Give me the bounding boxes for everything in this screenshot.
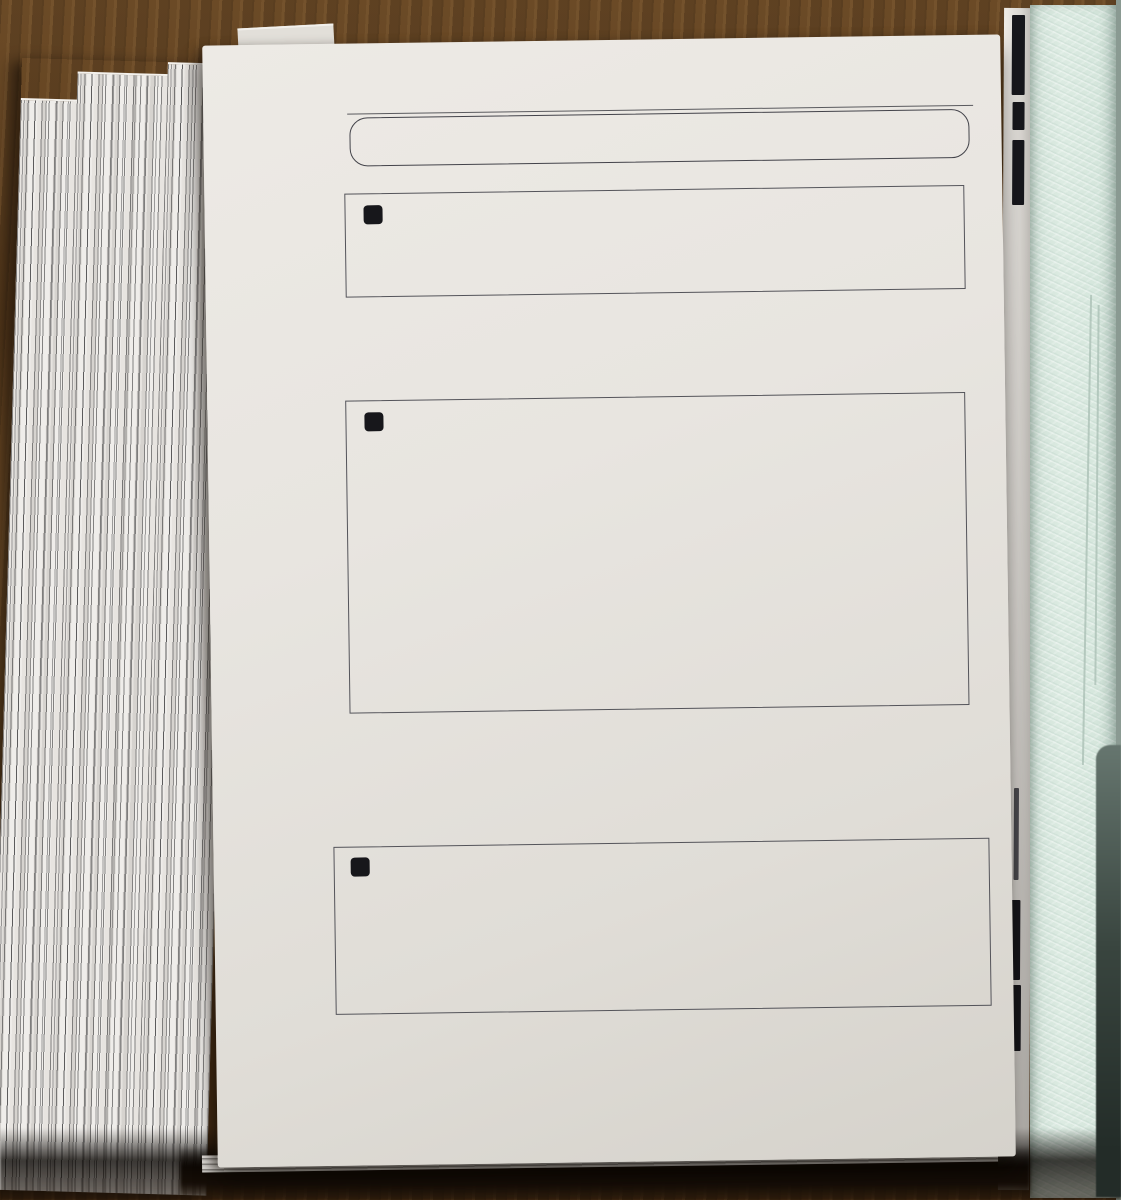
problem-number-badge — [363, 205, 382, 224]
problem2-formula-beta-integral — [413, 428, 950, 479]
exam-sheet — [202, 34, 1016, 1167]
problem-number-badge — [364, 412, 383, 431]
title-box — [349, 109, 970, 167]
problem-number-badge — [351, 857, 370, 876]
cover-crease-line — [1082, 295, 1092, 765]
illegible-vertical-spine-text — [1012, 15, 1025, 95]
right-dark-shadow — [1096, 745, 1121, 1197]
problem-box-3 — [333, 838, 991, 1015]
cover-crease-line — [1094, 305, 1099, 685]
illegible-vertical-spine-text — [1014, 788, 1019, 880]
problem-box-2 — [345, 392, 969, 714]
problem2-formula-half-integral — [413, 477, 950, 528]
illegible-vertical-spine-text — [1012, 140, 1024, 205]
problem-box-1 — [344, 185, 965, 298]
illegible-vertical-spine-text — [1012, 102, 1024, 130]
left-paper-stack — [0, 58, 238, 1196]
problem2-formula-combination-sum — [414, 526, 951, 577]
